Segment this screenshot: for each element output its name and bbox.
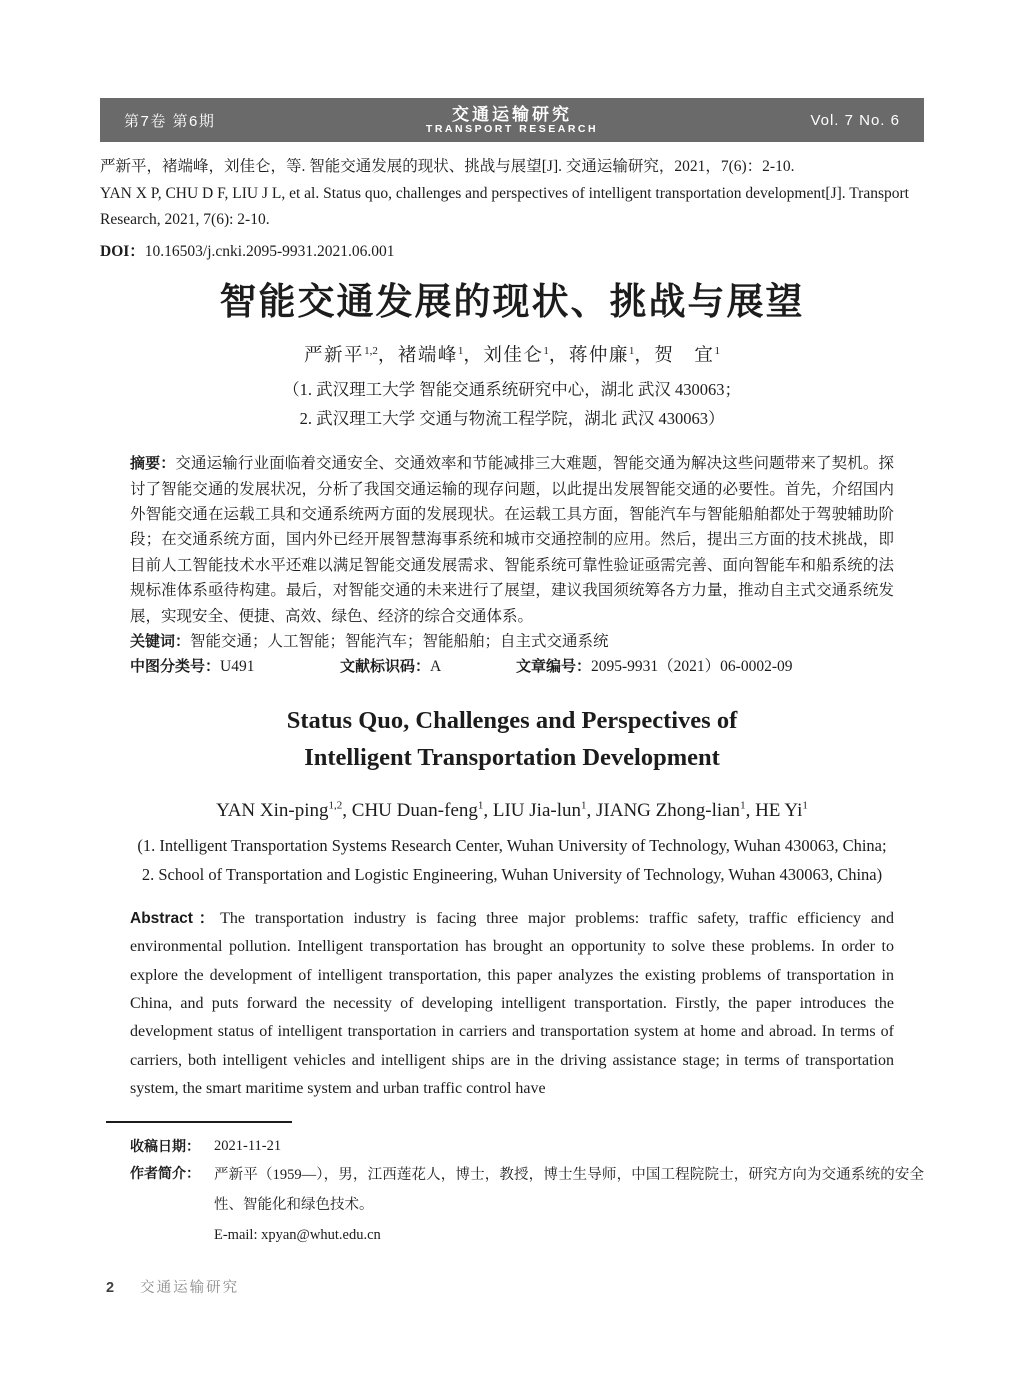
- author-superscript: 1: [714, 345, 720, 357]
- journal-title-en: TRANSPORT RESEARCH: [425, 122, 599, 135]
- affiliation-cn-1: （1. 武汉理工大学 智能交通系统研究中心，湖北 武汉 430063；: [283, 380, 741, 400]
- doi-label: DOI：: [100, 243, 145, 260]
- abstract-en-text: The transportation industry is facing three major problems: traffic safety, traffic efficiency and environmental pollution. Intelligent transportation has brought an opportunity to solve these problems. In order to explore the development of intelligent transportation, this paper analyzes the existing problems of transportation in China, and puts forward the necessity of developing intelligent transportation. Firstly, the paper introduces the development status of intelligent transportation in carriers and transportation system at home and abroad. In terms of carriers, both intelligent vehicles and intelligent ships are in the driving assistance stage; in terms of transportation system, the smart maritime system and urban traffic control have: [130, 910, 894, 1097]
- abstract-cn-label: 摘要：: [130, 455, 176, 473]
- abstract-en: [130, 905, 894, 1103]
- doc-code-group: [340, 654, 516, 679]
- journal-header-band: [100, 98, 924, 142]
- doi-value: 10.16503/j.cnki.2095-9931.2021.06.001: [144, 243, 395, 260]
- abstract-cn: [130, 451, 894, 629]
- paper-title-cn: 智能交通发展的现状、挑战与展望: [219, 281, 805, 322]
- citation-en: YAN X P, CHU D F, LIU J L, et al. Status quo, challenges and perspectives of intelligent transportation development[J]. Transport Research, 2021, 7(6): 2-10.: [100, 185, 909, 228]
- citation-cn: 严新平，褚端峰，刘佳仑，等. 智能交通发展的现状、挑战与展望[J]. 交通运输研究，2021，7(6)：2-10.: [100, 158, 795, 175]
- author-superscript: 1: [740, 799, 746, 812]
- article-id-value: 2095-9931（2021）06-0002-09: [591, 658, 793, 676]
- author-superscript: 1,2: [328, 799, 343, 812]
- author-separator: ，: [548, 346, 569, 367]
- author-separator: ,: [483, 800, 493, 822]
- author-separator: ,: [745, 800, 756, 822]
- author-cn: [304, 346, 398, 366]
- doi-line: [100, 239, 924, 265]
- footnote-block: [100, 1121, 924, 1250]
- author-cn: [569, 346, 655, 366]
- author-superscript: 1: [477, 799, 484, 812]
- classification-line: [130, 654, 894, 679]
- affiliations-cn: [100, 376, 924, 433]
- affiliation-cn-2: 2. 武汉理工大学 交通与物流工程学院，湖北 武汉 430063）: [299, 408, 725, 428]
- keywords-label: 关键词：: [130, 633, 191, 650]
- keywords-line: [130, 629, 894, 654]
- doc-code-value: A: [430, 658, 442, 676]
- author-name: JIANG Zhong-lian: [596, 800, 741, 822]
- author-superscript: 1,2: [364, 345, 378, 357]
- received-date-row: [130, 1133, 924, 1160]
- author-cn: [654, 346, 720, 366]
- abstract-en-label: Abstract：: [130, 910, 221, 928]
- author-en: [352, 800, 493, 821]
- affiliation-en-2: 2. School of Transportation and Logistic Engineering, Wuhan University of Technology, Wuhan 430063, China): [141, 864, 883, 884]
- author-superscript: 1: [802, 799, 808, 812]
- author-bio-column: [214, 1160, 924, 1250]
- author-name: 刘佳仑: [483, 346, 544, 367]
- article-id-group: [516, 654, 894, 679]
- author-name: CHU Duan-feng: [351, 800, 478, 822]
- author-en: [493, 800, 596, 821]
- author-name: 严新平: [304, 346, 365, 367]
- clc-value: U491: [220, 658, 255, 676]
- authors-en: [100, 791, 924, 826]
- volume-issue-cn: 第7卷 第6期: [124, 112, 216, 130]
- volume-issue-en: Vol. 7 No. 6: [810, 111, 900, 129]
- author-name: YAN Xin-ping: [216, 800, 329, 822]
- author-en: [596, 800, 755, 821]
- clc-label: 中图分类号：: [130, 658, 221, 676]
- author-separator: ,: [342, 800, 352, 822]
- abstract-cn-text: 交通运输行业面临着交通安全、交通效率和节能减排三大难题，智能交通为解决这些问题带来了契机。探讨了智能交通的发展状况，分析了我国交通运输的现存问题，以此提出发展智能交通的必要性。首先，介绍国内外智能交通在运载工具和交通系统两方面的发展现状。在运载工具方面，智能汽车与智能船舶都处于驾驶辅助阶段；在交通系统方面，国内外已经开展智慧海事系统和城市交通控制的应用。然后，提出三方面的技术挑战，即目前人工智能技术水平还难以满足智能交通发展需求、智能系统可靠性验证亟需完善、面向智能车和船系统的法规标准体系亟待构建。最后，对智能交通的未来进行了展望，建议我国须统筹各方力量，推动自主式交通系统发展，实现安全、便捷、高效、绿色、经济的综合交通体系。: [130, 455, 894, 625]
- author-name: 贺 宜: [654, 346, 715, 367]
- author-name: 蒋仲廉: [568, 346, 629, 367]
- author-cn: [398, 346, 484, 366]
- author-cn: [483, 346, 569, 366]
- author-separator: ，: [634, 346, 655, 367]
- author-bio-label: 作者简介：: [130, 1165, 200, 1182]
- author-name: 褚端峰: [397, 346, 458, 367]
- journal-title-block: [324, 105, 700, 136]
- author-bio-row: [130, 1160, 924, 1250]
- paper-title-en: [100, 702, 924, 777]
- affiliations-en: [100, 832, 924, 889]
- author-bio-text: 严新平（1959—），男，江西莲花人，博士，教授，博士生导师，中国工程院院士，研究方向为交通系统的安全性、智能化和绿色技术。: [214, 1167, 924, 1214]
- author-superscript: 1: [628, 345, 635, 357]
- author-en: [755, 800, 808, 821]
- author-separator: ,: [586, 800, 596, 822]
- journal-title-cn: 交通运输研究: [452, 104, 572, 124]
- citation-block: [100, 154, 924, 233]
- author-email: E-mail: xpyan@whut.edu.cn: [214, 1227, 381, 1244]
- received-date-label: 收稿日期：: [130, 1138, 200, 1155]
- paper-title-en-line2: Intelligent Transportation Development: [304, 744, 720, 772]
- doc-code-label: 文献标识码：: [340, 658, 431, 676]
- footnote-rule: [106, 1121, 292, 1123]
- clc-group: [130, 654, 340, 679]
- page-footer: [106, 1276, 239, 1297]
- keywords-text: 智能交通；人工智能；智能汽车；智能船舶；自主式交通系统: [190, 633, 609, 650]
- paper-title-en-line1: Status Quo, Challenges and Perspectives of: [286, 706, 738, 734]
- author-superscript: 1: [543, 345, 549, 357]
- page-number: 2: [106, 1280, 115, 1296]
- author-superscript: 1: [457, 345, 464, 357]
- author-en: [216, 800, 352, 821]
- author-name: LIU Jia-lun: [492, 800, 581, 822]
- article-id-label: 文章编号：: [516, 658, 592, 676]
- affiliation-en-1: (1. Intelligent Transportation Systems Research Center, Wuhan University of Technology, Wuhan 430063, China;: [137, 836, 887, 856]
- author-superscript: 1: [581, 799, 587, 812]
- author-separator: ，: [463, 346, 484, 367]
- author-name: HE Yi: [755, 800, 803, 822]
- footer-journal-name: 交通运输研究: [140, 1280, 240, 1296]
- author-separator: ，: [377, 346, 398, 367]
- footnote-body: [130, 1133, 924, 1250]
- received-date-value: 2021-11-21: [214, 1138, 282, 1155]
- authors-cn: [100, 337, 924, 370]
